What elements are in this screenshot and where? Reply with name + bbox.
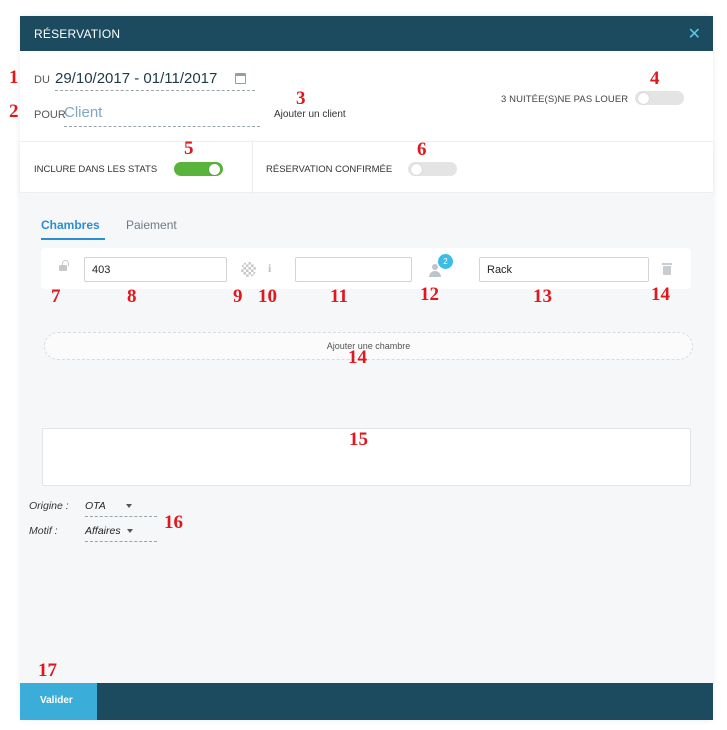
motif-dropdown[interactable] <box>85 525 157 542</box>
confirmed-reservation-toggle[interactable] <box>408 162 457 176</box>
trash-icon[interactable] <box>663 266 671 275</box>
annotation-marker: 9 <box>233 286 243 307</box>
annotation-marker: 4 <box>650 68 660 89</box>
do-not-rent-toggle[interactable] <box>635 91 684 105</box>
annotation-marker: 15 <box>349 429 368 450</box>
lock-icon[interactable] <box>59 265 67 271</box>
annotation-marker: 2 <box>9 101 19 122</box>
modal-header <box>20 16 713 51</box>
annotation-marker: 14 <box>348 347 367 368</box>
annotation-marker: 11 <box>330 286 348 307</box>
annotation-marker: 6 <box>417 139 427 160</box>
client-prefix: POUR <box>34 109 66 121</box>
date-range-field[interactable]: 29/10/2017 - 01/11/2017 <box>55 70 255 91</box>
modal-title: RÉSERVATION <box>34 27 121 41</box>
annotation-marker: 8 <box>127 286 137 307</box>
chevron-down-icon <box>127 529 133 533</box>
divider <box>252 142 253 194</box>
origin-label: Origine : <box>29 500 69 512</box>
include-stats-toggle[interactable] <box>174 162 223 176</box>
modal-footer <box>20 683 713 720</box>
add-room-button[interactable]: Ajouter une chambre <box>44 332 693 360</box>
room-status-icon[interactable] <box>241 262 256 277</box>
annotation-marker: 13 <box>533 286 552 307</box>
reservation-modal <box>20 16 713 720</box>
validate-button[interactable]: Valider <box>20 683 97 720</box>
annotation-marker: 7 <box>51 286 61 307</box>
nights-do-not-rent-label: 3 NUITÉE(S)NE PAS LOUER <box>501 94 629 105</box>
annotation-marker: 5 <box>184 138 194 159</box>
tab-paiement[interactable]: Paiement <box>126 218 177 232</box>
annotation-marker: 1 <box>9 67 19 88</box>
origin-value: OTA <box>85 500 106 512</box>
toggle-knob <box>209 164 220 175</box>
guest-head <box>432 264 438 270</box>
rate-input[interactable]: Rack <box>479 257 649 282</box>
tab-chambres[interactable]: Chambres <box>41 218 100 232</box>
annotation-marker: 14 <box>651 284 670 305</box>
info-icon[interactable]: i <box>268 261 272 275</box>
calendar-icon[interactable] <box>235 73 246 84</box>
annotation-marker: 16 <box>164 512 183 533</box>
add-client-link[interactable]: Ajouter un client <box>274 109 346 120</box>
toggle-knob <box>411 164 422 175</box>
toggle-knob <box>638 93 649 104</box>
date-prefix: DU <box>34 74 50 86</box>
origin-dropdown[interactable] <box>85 500 157 517</box>
stats-bar <box>20 138 713 193</box>
motif-label: Motif : <box>29 525 58 537</box>
annotation-marker: 12 <box>420 284 439 305</box>
annotation-marker: 3 <box>296 88 306 109</box>
motif-value: Affaires <box>85 525 121 537</box>
room-row <box>41 248 691 289</box>
close-icon[interactable]: ✕ <box>687 26 701 43</box>
annotation-marker: 10 <box>258 286 277 307</box>
active-tab-underline <box>41 238 105 240</box>
guest-body <box>429 271 441 277</box>
include-stats-label: INCLURE DANS LES STATS <box>34 164 158 175</box>
chevron-down-icon <box>126 504 132 508</box>
guest-count-badge: 2 <box>438 254 453 269</box>
annotation-marker: 17 <box>38 660 57 681</box>
room-number-input[interactable]: 403 <box>84 257 227 282</box>
room-info-input[interactable] <box>295 257 412 282</box>
confirmed-reservation-label: RÉSERVATION CONFIRMÉE <box>266 164 393 175</box>
client-field[interactable]: Client <box>64 104 260 127</box>
